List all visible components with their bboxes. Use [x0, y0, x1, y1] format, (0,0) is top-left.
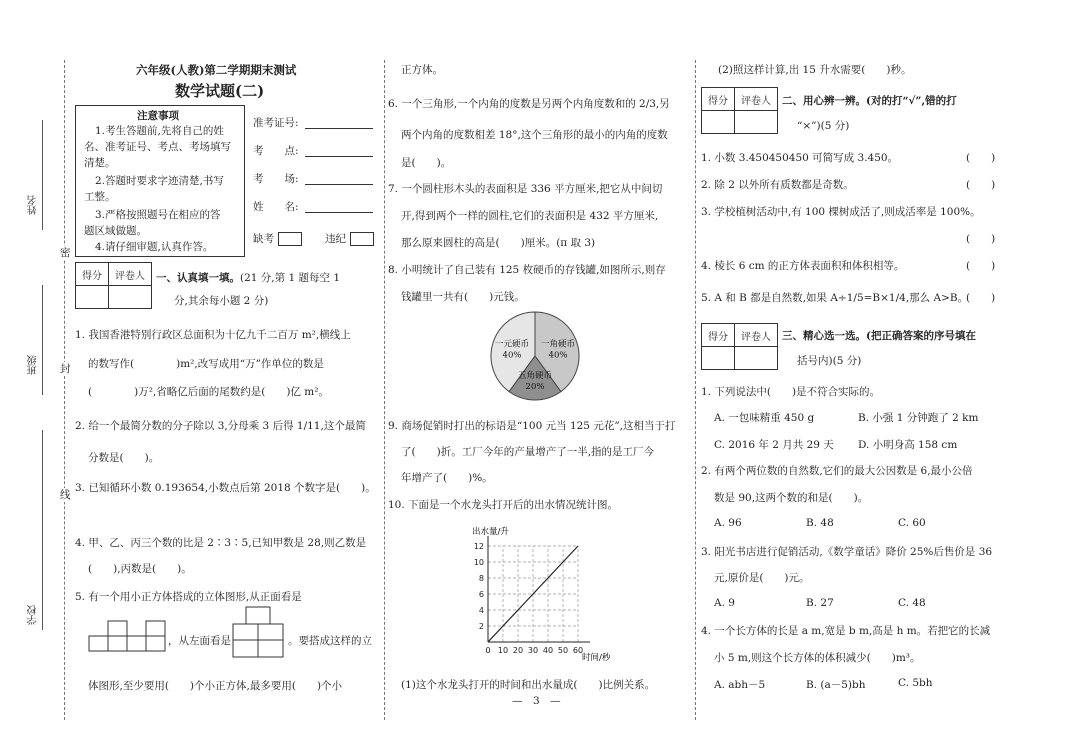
q9-line: 年增产了( )%。 — [401, 472, 493, 484]
q1-line: ( )万²,省略亿后面的尾数约是( )亿 m²。 — [88, 386, 329, 398]
q8-line: 8. 小明统计了自己装有 125 枚硬币的存钱罐,如图所示,则存 — [388, 264, 666, 276]
judge-item: 5. A 和 B 都是自然数,如果 A÷1/5=B×1/4,那么 A>B。 — [701, 292, 969, 304]
notice-title: 注意事项 — [137, 110, 179, 122]
pie-pct: 40% — [548, 350, 568, 361]
choice-q2: 2. 有两个两位数的自然数,它们的最大公因数是 6,最小公倍 — [701, 465, 973, 477]
judge-paren[interactable]: ( ) — [966, 179, 996, 191]
pie-label: 一元硬币 — [494, 339, 529, 350]
pie-pct: 40% — [502, 350, 522, 361]
side-school-label: 学校 — [28, 605, 39, 625]
choice-option[interactable]: B. 48 — [806, 517, 834, 529]
choice-q2: 数是 90,这两个数的和是( )。 — [714, 492, 869, 504]
notice-line: 2.答题时要求字迹清楚,书写 — [95, 175, 224, 187]
room-label: 考 场: — [253, 173, 299, 185]
violation-label: 违纪 — [325, 233, 346, 245]
choice-q1: 1. 下列说法中( )是不符合实际的。 — [701, 386, 881, 398]
notice-line: 3.严格按照题号在相应的答 — [95, 209, 221, 221]
judge-paren[interactable]: ( ) — [966, 233, 996, 245]
q1-line: 1. 我国香港特别行政区总面积为十亿九千二百万 m²,横线上 — [75, 329, 351, 341]
section-3-title: 三、精心选一选。(把正确答案的序号填在 — [782, 330, 976, 342]
q5-line: ，从左面看是 — [168, 635, 231, 647]
y-tick-label: 2 — [478, 622, 484, 631]
choice-option[interactable]: A. 一包味精重 450 g — [714, 412, 815, 424]
q6-line: 6. 一个三角形,一个内角的度数是另两个内角度数和的 2/3,另 — [388, 98, 670, 110]
q6-line: 两个内角的度数相差 18°,这个三角形的最小的内角的度数 — [401, 129, 668, 141]
section-2-title: 二、用心辨一辨。(对的打“√”,错的打 — [782, 95, 957, 107]
site-field[interactable] — [305, 156, 373, 157]
q6-line: 是( )。 — [401, 157, 452, 169]
judge-paren[interactable]: ( ) — [966, 292, 996, 304]
pie-label: 五角硬币 — [517, 371, 553, 382]
score-cell[interactable] — [702, 347, 735, 370]
name-label: 姓 名: — [253, 201, 299, 213]
x-tick-label: 30 — [527, 646, 539, 655]
coin-pie-chart — [485, 310, 585, 402]
x-tick-label: 50 — [557, 646, 569, 655]
q10-sub2: (2)照这样计算,出 15 升水需要( )秒。 — [718, 64, 912, 76]
q1-line: 的数写作( )m²,改写成用“万”作单位的数是 — [88, 358, 324, 370]
grader-header: 评卷人 — [109, 263, 152, 286]
x-tick-label: 10 — [497, 646, 509, 655]
choice-option[interactable]: B. (a－5)bh — [806, 679, 866, 691]
notice-line: 题区域做题。 — [84, 225, 147, 237]
q3-line: 3. 已知循环小数 0.193654,小数点后第 2018 个数字是( )。 — [75, 482, 376, 494]
x-tick-label: 40 — [542, 646, 554, 655]
page-number: — 3 — — [512, 695, 561, 707]
judge-item: 3. 学校植树活动中,有 100 棵树成活了,则成活率是 100%。 — [701, 206, 981, 218]
q2-line: 2. 给一个最简分数的分子除以 3,分母乘 3 后得 1/11,这个最简 — [75, 420, 366, 432]
notice-line: 1.考生答题前,先将自己的姓 — [95, 125, 224, 137]
x-tick-label: 20 — [512, 646, 524, 655]
side-name-label: 姓名 — [28, 195, 39, 215]
absent-checkbox[interactable] — [278, 232, 302, 246]
score-box-3 — [701, 323, 778, 370]
notice-line: 工整。 — [84, 191, 116, 203]
section-1-desc: 分,其余每小题 2 分) — [174, 295, 269, 307]
judge-item: 2. 除 2 以外所有质数都是奇数。 — [701, 179, 854, 191]
choice-q4: 4. 一个长方体的长是 a m,宽是 b m,高是 h m。若把它的长减 — [701, 625, 991, 637]
judge-item: 4. 棱长 6 cm 的正方体表面积和体积相等。 — [701, 260, 905, 272]
choice-option[interactable]: B. 27 — [806, 597, 834, 609]
y-axis-label: 出水量/升 — [472, 527, 509, 537]
choice-option[interactable]: C. 5bh — [898, 677, 933, 689]
score-header: 得分 — [702, 88, 735, 111]
q7-line: 那么原来圆柱的高是( )厘米。(π 取 3) — [401, 237, 596, 249]
pie-label: 一角硬币 — [541, 339, 576, 350]
q10-line: 10. 下面是一个水龙头打开后的出水情况统计图。 — [388, 499, 619, 511]
subtitle: 六年级(人教)第二学期期末测试 — [136, 63, 297, 77]
notice-line: 4.请仔细审题,认真作答。 — [95, 241, 214, 253]
y-tick-label: 6 — [478, 590, 484, 599]
exam-no-field[interactable] — [305, 128, 373, 129]
q7-line: 开,得到两个一样的圆柱,它们的表面积是 432 平方厘米, — [401, 210, 659, 222]
q4-line: 4. 甲、乙、丙三个数的比是 2∶3∶5,已知甲数是 28,则乙数是 — [75, 537, 367, 549]
x-axis-label: 时间/秒 — [582, 653, 611, 663]
q9-line: 了( )折。工厂今年的产量增产了一半,指的是工厂今 — [401, 446, 655, 458]
grader-header: 评卷人 — [735, 324, 778, 347]
score-cell[interactable] — [702, 111, 735, 134]
pie-pct: 20% — [525, 382, 545, 393]
x-tick-label: 0 — [485, 646, 491, 655]
x-tick-label: 60 — [572, 646, 584, 655]
choice-option[interactable]: A. 9 — [714, 597, 735, 609]
section-1-title: 一、认真填一填。(21 分,第 1 题每空 1 — [156, 272, 341, 284]
choice-option[interactable]: A. abh－5 — [714, 679, 766, 691]
front-view-figure — [88, 618, 166, 652]
seal-mark-2: 封 — [60, 363, 71, 375]
judge-paren[interactable]: ( ) — [966, 260, 996, 272]
score-header: 得分 — [702, 324, 735, 347]
judge-paren[interactable]: ( ) — [966, 152, 996, 164]
exam-no-label: 准考证号: — [253, 117, 299, 129]
y-tick-label: 8 — [478, 574, 484, 583]
grader-cell[interactable] — [735, 347, 778, 370]
score-cell[interactable] — [76, 286, 109, 309]
page-title: 数学试题(二) — [175, 82, 265, 100]
left-view-figure — [232, 606, 284, 658]
choice-q3: 元,原价是( )元。 — [714, 572, 810, 584]
seal-mark-1: 密 — [60, 247, 71, 259]
choice-option[interactable]: A. 96 — [714, 517, 742, 529]
violation-checkbox[interactable] — [350, 232, 374, 246]
seal-mark-3: 线 — [60, 489, 71, 501]
score-box-1 — [75, 262, 152, 309]
notice-line: 清楚。 — [84, 157, 116, 169]
q5-line: 5. 有一个用小正方体搭成的立体图形,从正面看是 — [75, 591, 302, 603]
notice-line: 名、准考证号、考点、考场填写 — [84, 141, 231, 153]
section-2-desc: “×”)(5 分) — [797, 120, 850, 132]
site-label: 考 点: — [253, 145, 299, 157]
grader-cell[interactable] — [735, 111, 778, 134]
q7-line: 7. 一个圆柱形木头的表面积是 336 平方厘米,把它从中间切 — [388, 183, 663, 195]
y-tick-label: 4 — [478, 606, 484, 615]
absent-label: 缺考 — [253, 233, 274, 245]
choice-q4: 小 5 m,则这个长方体的体积减少( )m³。 — [714, 652, 921, 664]
side-class-label: 班级 — [28, 355, 39, 375]
score-box-2 — [701, 87, 778, 134]
choice-option[interactable]: B. 小强 1 分钟跑了 2 km — [858, 412, 979, 424]
score-header: 得分 — [76, 263, 109, 286]
choice-q3: 3. 阳光书店进行促销活动,《数学童话》降价 25%后售价是 36 — [701, 546, 993, 558]
choice-option[interactable]: C. 2016 年 2 月共 29 天 — [714, 439, 834, 451]
q5-line: 。要搭成这样的立 — [288, 635, 372, 647]
choice-option[interactable]: C. 48 — [898, 597, 926, 609]
water-flow-chart — [460, 522, 630, 667]
q8-line: 钱罐里一共有( )元钱。 — [401, 291, 525, 303]
judge-item: 1. 小数 3.450450450 可简写成 3.450。 — [701, 152, 899, 164]
y-tick-label: 10 — [473, 558, 484, 567]
q5-continued: 正方体。 — [401, 64, 443, 76]
section-3-desc: 括号内)(5 分) — [797, 355, 862, 367]
q2-line: 分数是( )。 — [88, 452, 160, 464]
q10-sub1: (1)这个水龙头打开的时间和出水量成( )比例关系。 — [401, 679, 656, 691]
q4-line: ( ),丙数是( )。 — [88, 563, 192, 575]
room-field[interactable] — [305, 184, 373, 185]
q9-line: 9. 商场促销时打出的标语是“100 元当 125 元花”,这相当于打 — [388, 420, 676, 432]
choice-option[interactable]: C. 60 — [898, 517, 926, 529]
choice-option[interactable]: D. 小明身高 158 cm — [858, 439, 958, 451]
grader-cell[interactable] — [109, 286, 152, 309]
grader-header: 评卷人 — [735, 88, 778, 111]
q5-line: 体图形,至少要用( )个小正方体,最多要用( )个小 — [88, 680, 343, 692]
name-field[interactable] — [305, 212, 373, 213]
y-tick-label: 12 — [473, 542, 484, 551]
